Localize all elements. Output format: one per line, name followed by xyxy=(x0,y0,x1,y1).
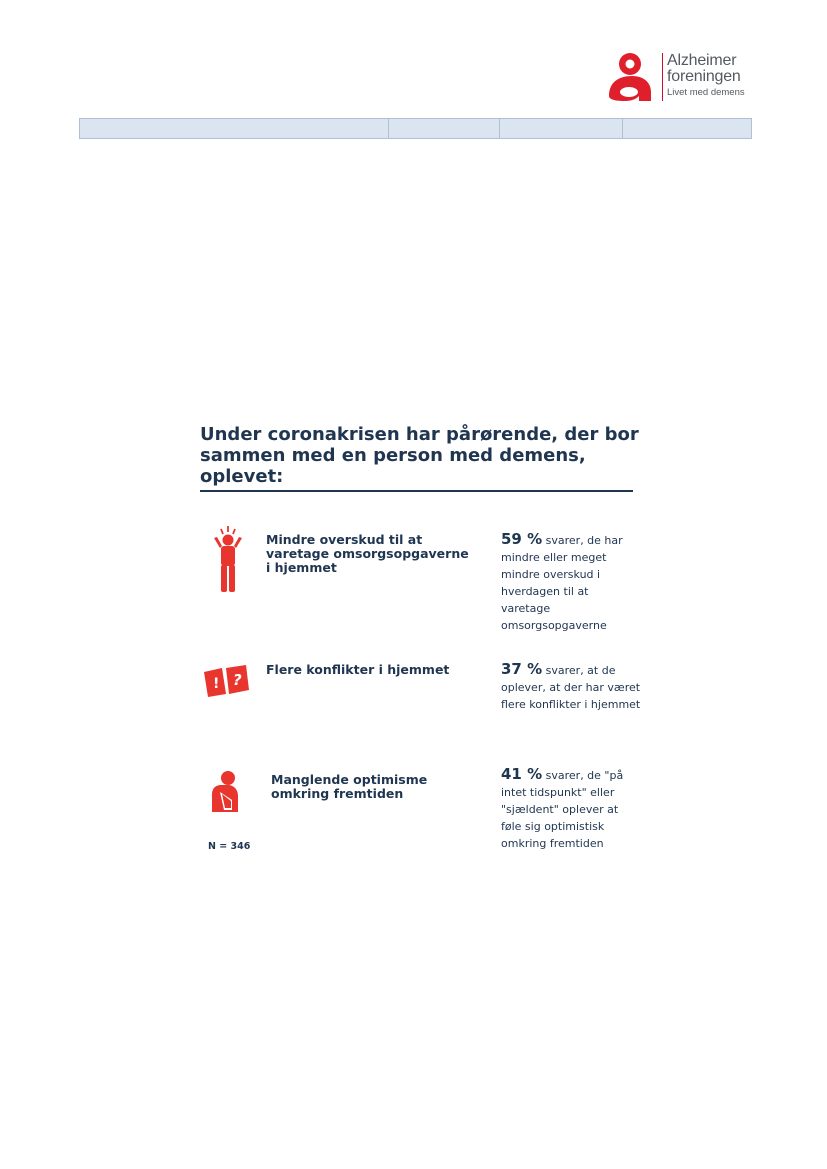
sitting-sad-person-icon xyxy=(206,770,244,814)
alzheimer-logo-mark-icon xyxy=(605,52,655,102)
item-stat-overskud xyxy=(501,531,641,634)
stat-detail: svarer, at de oplever, at der har været flere konflikter i hjemmet xyxy=(501,664,641,711)
stat-detail: svarer, de "på intet tidspunkt" eller "sjældent" oplever at føle sig optimistisk omkring fremtiden xyxy=(501,769,624,850)
title-underline xyxy=(200,490,633,492)
logo-name-line1: Alzheimer xyxy=(667,52,737,69)
svg-text:!: ! xyxy=(213,676,220,692)
stressed-person-icon xyxy=(208,526,248,594)
stat-percent: 41 % xyxy=(501,765,543,783)
header-cell-divider xyxy=(499,119,500,138)
header-cell-divider xyxy=(622,119,623,138)
header-cell-divider xyxy=(388,119,389,138)
item-statement-optimisme: Manglende optimisme omkring fremtiden xyxy=(271,772,428,801)
item-stat-konflikter xyxy=(501,661,641,713)
item-statement-overskud: Mindre overskud til at varetage omsorgsopgaverne i hjemmet xyxy=(266,532,469,575)
alzheimer-foreningen-logo xyxy=(605,50,755,105)
sample-size-label: N = 346 xyxy=(208,841,251,852)
conflict-cards-icon xyxy=(202,664,250,698)
infographic-title: Under coronakrisen har pårørende, der bor sammen med en person med demens, oplevet: xyxy=(200,424,639,487)
logo-name-line2: foreningen xyxy=(667,68,741,85)
header-table-bar xyxy=(79,118,752,139)
stat-percent: 37 % xyxy=(501,660,543,678)
svg-text:?: ? xyxy=(233,671,242,689)
logo-divider xyxy=(662,53,663,101)
stat-percent: 59 % xyxy=(501,530,543,548)
item-statement-konflikter: Flere konflikter i hjemmet xyxy=(266,662,450,677)
logo-tagline: Livet med demens xyxy=(667,87,745,98)
item-stat-optimisme xyxy=(501,766,641,852)
stat-detail: svarer, de har mindre eller meget mindre overskud i hverdagen til at varetage omsorgsopgaverne xyxy=(501,534,623,632)
